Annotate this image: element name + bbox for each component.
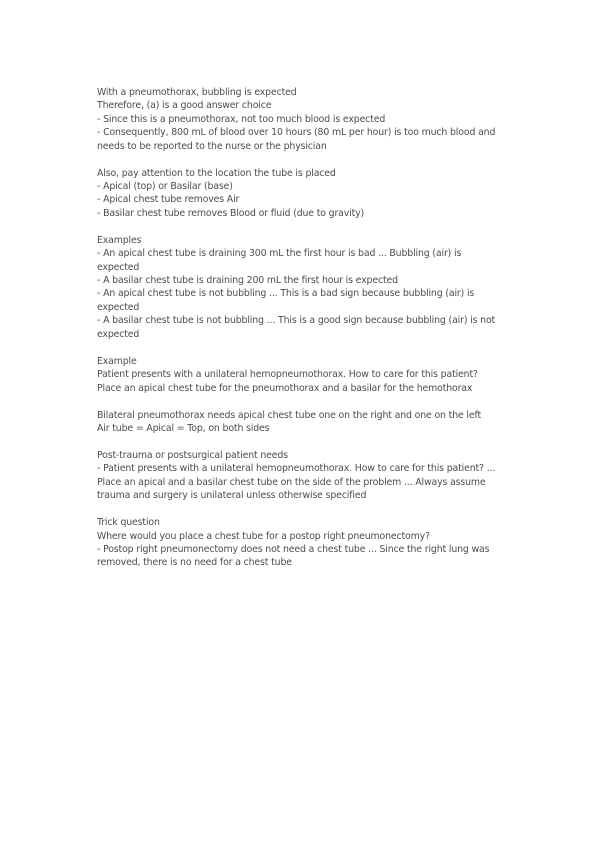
note-line: - An apical chest tube is draining 300 mL the first hour is bad ... Bubbling (air) is expected (97, 248, 462, 273)
note-section-example (97, 355, 497, 395)
note-line: Also, pay attention to the location the tube is placed (97, 167, 336, 179)
note-line: - An apical chest tube is not bubbling ... This is a bad sign because bubbling (air) is expected (97, 288, 475, 313)
note-line: - Consequently, 800 mL of blood over 10 hours (80 mL per hour) is too much blood and needs to be reported to the nurse or the physician (97, 127, 496, 152)
note-line: - Apical (top) or Basilar (base) (97, 181, 233, 193)
note-line: Patient presents with a unilateral hemopneumothorax. How to care for this patient? (97, 369, 478, 381)
note-section-bilateral (97, 409, 497, 436)
note-section-pneumothorax-bubbling (97, 86, 497, 153)
note-line: Bilateral pneumothorax needs apical chest tube one on the right and one on the left (97, 409, 482, 421)
notes-page (97, 86, 497, 583)
note-line: - Patient presents with a unilateral hemopneumothorax. How to care for this patient? ... Place an apical and a basilar chest tube on the side of the problem ... Always assume trauma and surgery is unilateral unless otherwise specified (97, 463, 496, 502)
note-line: Therefore, (a) is a good answer choice (97, 100, 272, 112)
note-line: Place an apical chest tube for the pneumothorax and a basilar for the hemothorax (97, 382, 473, 394)
note-heading: Example (97, 355, 137, 367)
note-line: - A basilar chest tube is not bubbling ... This is a good sign because bubbling (air) is not expected (97, 315, 496, 340)
note-line: - Basilar chest tube removes Blood or fluid (due to gravity) (97, 207, 365, 219)
note-line: Air tube = Apical = Top, on both sides (97, 422, 270, 434)
note-line: - Apical chest tube removes Air (97, 194, 240, 206)
note-line: - Postop right pneumonectomy does not need a chest tube ... Since the right lung was removed, there is no need for a chest tube (97, 543, 490, 569)
note-heading: Examples (97, 234, 142, 246)
note-section-examples (97, 234, 497, 341)
note-section-tube-location (97, 167, 497, 221)
note-section-post-trauma (97, 449, 497, 503)
note-line: Where would you place a chest tube for a postop right pneumonectomy? (97, 530, 430, 542)
note-line: - A basilar chest tube is draining 200 mL the first hour is expected (97, 275, 398, 287)
note-heading: Trick question (97, 517, 160, 529)
note-line: - Since this is a pneumothorax, not too much blood is expected (97, 113, 386, 125)
note-section-trick-question (97, 516, 497, 570)
note-line: With a pneumothorax, bubbling is expected (97, 87, 297, 98)
note-heading: Post-trauma or postsurgical patient needs (97, 449, 288, 461)
